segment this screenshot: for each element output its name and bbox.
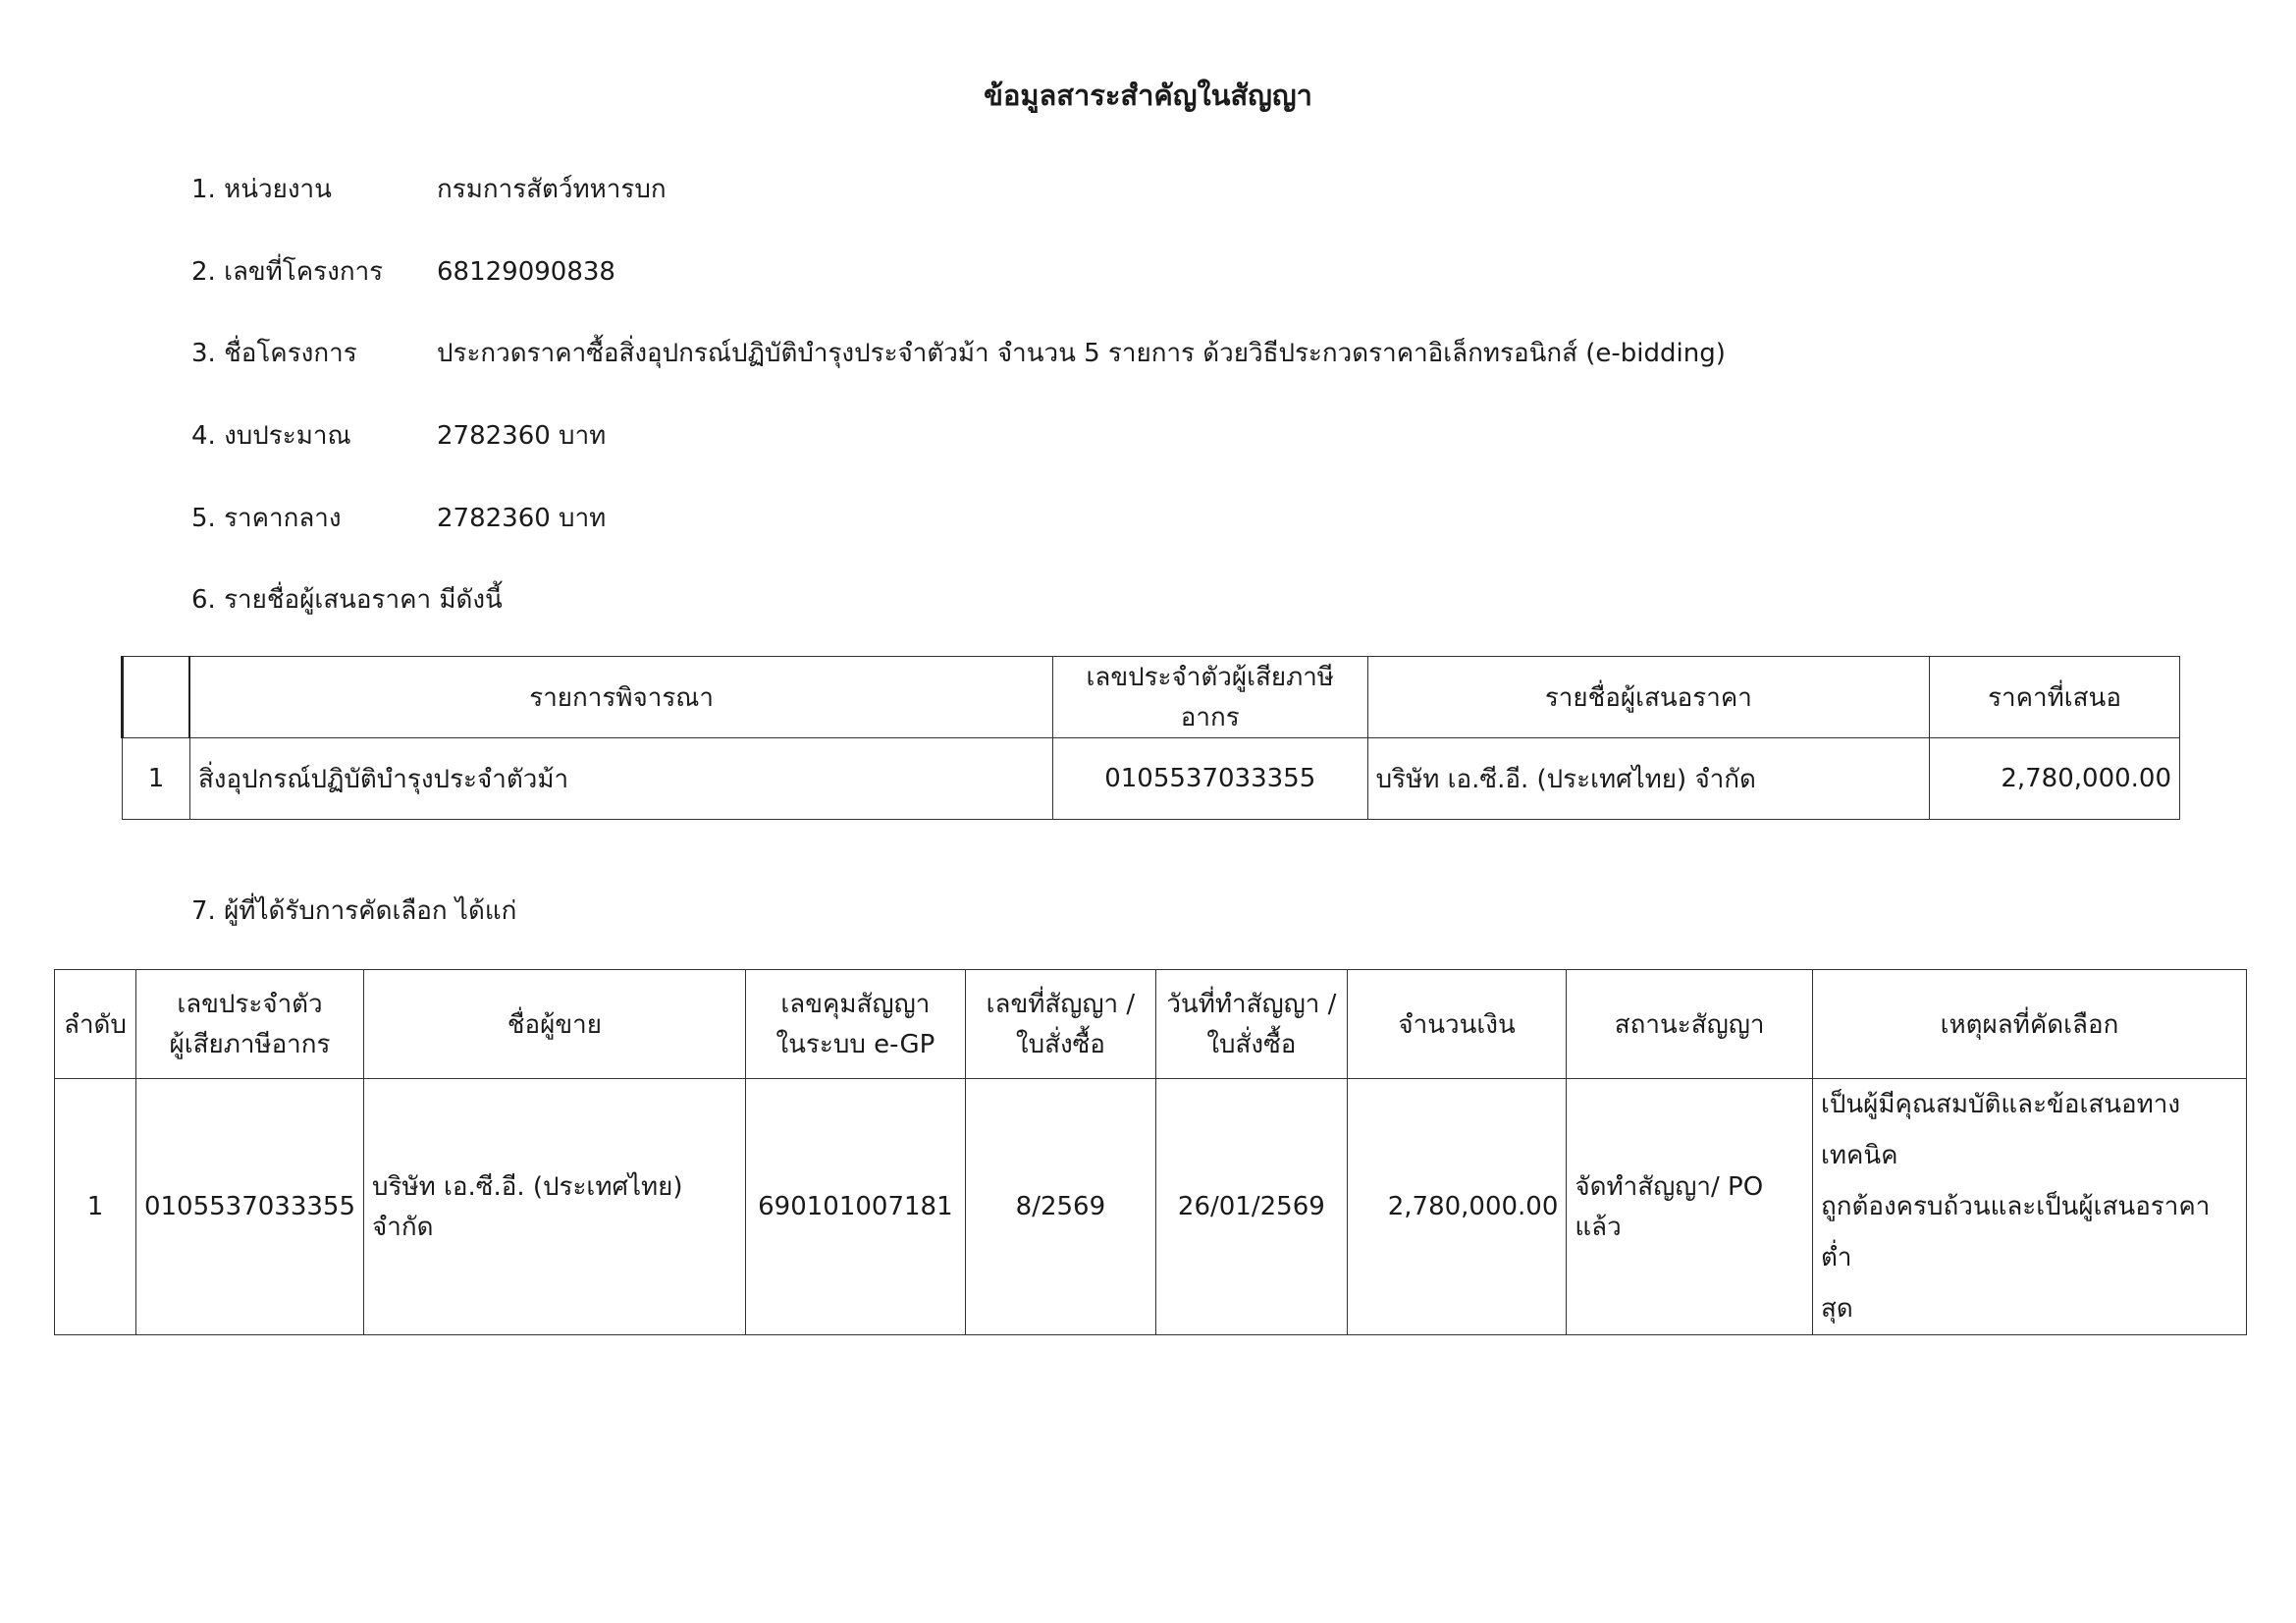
header-line: วันที่ทำสัญญา / bbox=[1166, 990, 1337, 1019]
header-line: ชื่อผู้ขาย bbox=[507, 1009, 603, 1040]
header-line: เลขประจำตัว bbox=[177, 990, 323, 1019]
info-label: 3. ชื่อโครงการ bbox=[191, 339, 357, 368]
table-cell: 8/2569 bbox=[965, 1079, 1155, 1335]
info-label: 1. หน่วยงาน bbox=[191, 175, 332, 204]
info-value: 2782360 บาท bbox=[437, 421, 607, 451]
info-value: 2782360 บาท bbox=[437, 504, 607, 533]
table-row bbox=[55, 1079, 2247, 1335]
table-cell: 690101007181 bbox=[745, 1079, 965, 1335]
header-cell bbox=[123, 657, 190, 738]
table-header-row bbox=[123, 657, 2180, 738]
header-cell: ราคาที่เสนอ bbox=[1930, 657, 2180, 738]
header-cell bbox=[1156, 970, 1348, 1079]
header-line: ในระบบ e-GP bbox=[775, 1030, 935, 1059]
table-row bbox=[123, 738, 2180, 820]
table-cell: จัดทำสัญญา/ PO แล้ว bbox=[1567, 1079, 1813, 1335]
table-cell-reason bbox=[1812, 1079, 2246, 1335]
info-row-project-name bbox=[191, 336, 1726, 371]
table-cell: 2,780,000.00 bbox=[1347, 1079, 1567, 1335]
info-row-project-number bbox=[191, 254, 615, 290]
table-cell: 1 bbox=[123, 738, 190, 820]
reason-line: สุด bbox=[1820, 1294, 1853, 1324]
header-line: ใบสั่งซื้อ bbox=[1015, 1030, 1105, 1059]
header-line: เลขที่สัญญา / bbox=[986, 990, 1136, 1019]
table-cell: บริษัท เอ.ซี.อี. (ประเทศไทย) จำกัด bbox=[364, 1079, 746, 1335]
header-cell bbox=[965, 970, 1155, 1079]
header-cell bbox=[1567, 970, 1813, 1079]
info-value: ประกวดราคาซื้อสิ่งอุปกรณ์ปฏิบัติบำรุงประจำตัวม้า จำนวน 5 รายการ ด้วยวิธีประกวดราคาอิเล็กทรอนิกส์ (e-bidding) bbox=[437, 339, 1726, 368]
info-value: 68129090838 bbox=[437, 257, 615, 287]
winners-section-heading: 7. ผู้ที่ได้รับการคัดเลือก ได้แก่ bbox=[191, 896, 517, 926]
table-cell: 2,780,000.00 bbox=[1930, 738, 2180, 820]
reason-line: ถูกต้องครบถ้วนและเป็นผู้เสนอราคา ต่ำ bbox=[1820, 1192, 2211, 1272]
table-cell: 0105537033355 bbox=[1052, 738, 1367, 820]
header-line: ผู้เสียภาษีอากร bbox=[169, 1030, 331, 1059]
table-cell: 0105537033355 bbox=[135, 1079, 363, 1335]
header-line: ลำดับ bbox=[64, 1009, 127, 1040]
header-cell bbox=[1812, 970, 2246, 1079]
info-label: 4. งบประมาณ bbox=[191, 421, 351, 451]
document-title: ข้อมูลสาระสำคัญในสัญญา bbox=[984, 79, 1312, 112]
winners-table bbox=[54, 969, 2247, 1335]
info-label: 5. ราคากลาง bbox=[191, 504, 342, 533]
header-line: สถานะสัญญา bbox=[1614, 1009, 1765, 1040]
info-row-budget bbox=[191, 418, 606, 454]
header-line: เลขคุมสัญญา bbox=[780, 990, 931, 1019]
info-row-agency bbox=[191, 172, 667, 207]
bidders-table bbox=[121, 656, 2180, 820]
header-cell bbox=[135, 970, 363, 1079]
table-cell: 1 bbox=[55, 1079, 136, 1335]
table-cell: สิ่งอุปกรณ์ปฏิบัติบำรุงประจำตัวม้า bbox=[189, 738, 1052, 820]
header-cell bbox=[745, 970, 965, 1079]
info-value: กรมการสัตว์ทหารบก bbox=[437, 175, 667, 204]
header-cell: รายชื่อผู้เสนอราคา bbox=[1367, 657, 1929, 738]
table-cell: บริษัท เอ.ซี.อี. (ประเทศไทย) จำกัด bbox=[1367, 738, 1929, 820]
info-label: 2. เลขที่โครงการ bbox=[191, 257, 384, 287]
header-cell: รายการพิจารณา bbox=[189, 657, 1052, 738]
reason-line: เป็นผู้มีคุณสมบัติและข้อเสนอทางเทคนิค bbox=[1820, 1090, 2181, 1170]
header-line: จำนวนเงิน bbox=[1398, 1009, 1516, 1040]
header-line: ใบสั่งซื้อ bbox=[1206, 1030, 1297, 1059]
header-line: เหตุผลที่คัดเลือก bbox=[1940, 1009, 2119, 1040]
header-cell bbox=[55, 970, 136, 1079]
info-row-median-price bbox=[191, 501, 606, 536]
bidders-section-heading: 6. รายชื่อผู้เสนอราคา มีดังนี้ bbox=[191, 585, 503, 615]
header-cell bbox=[1347, 970, 1567, 1079]
table-header-row bbox=[55, 970, 2247, 1079]
header-cell bbox=[364, 970, 746, 1079]
table-cell: 26/01/2569 bbox=[1156, 1079, 1348, 1335]
header-cell: เลขประจำตัวผู้เสียภาษีอากร bbox=[1052, 657, 1367, 738]
